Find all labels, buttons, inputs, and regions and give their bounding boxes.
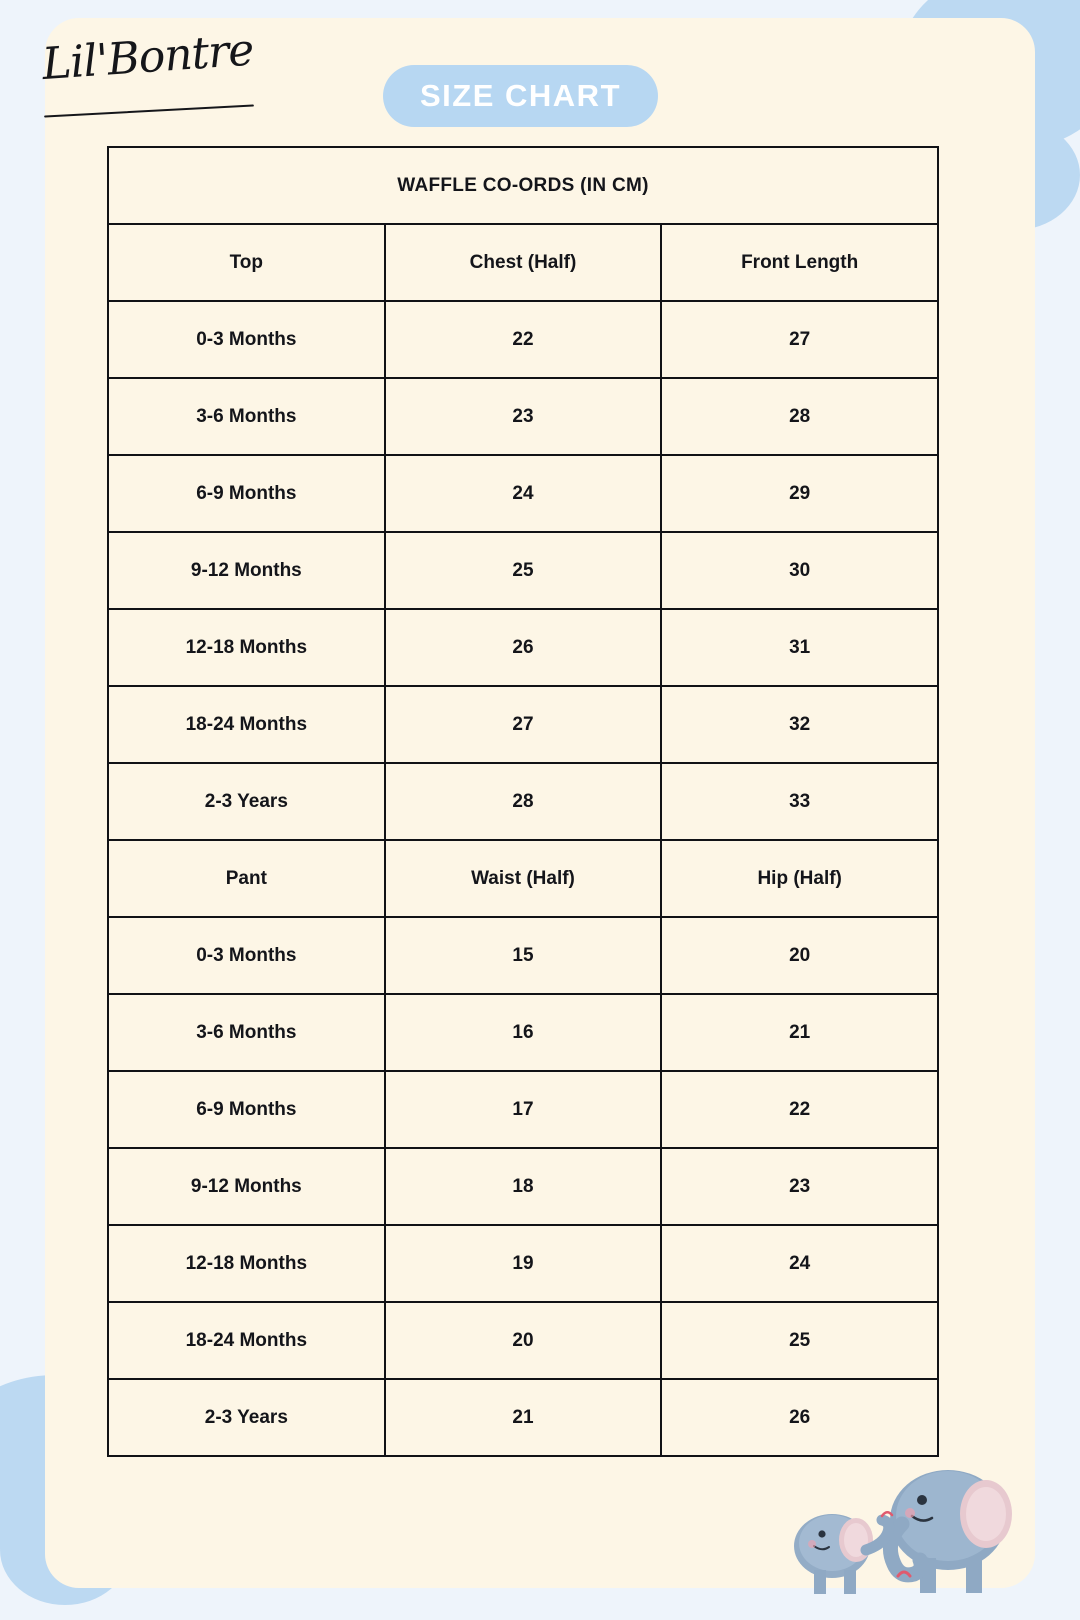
size-table [107, 146, 939, 1457]
cell-waist: 17 [385, 1071, 662, 1148]
header-top: Top [108, 224, 385, 301]
cell-waist: 18 [385, 1148, 662, 1225]
size-chart-badge [383, 65, 658, 127]
table-row [108, 1302, 938, 1379]
table-header-row [108, 224, 938, 301]
cell-chest: 24 [385, 455, 662, 532]
table-row [108, 1148, 938, 1225]
cell-size: 18-24 Months [108, 686, 385, 763]
elephant-icon [770, 1428, 1040, 1598]
table-title: WAFFLE CO-ORDS (IN CM) [108, 147, 938, 224]
cell-hip: 20 [661, 917, 938, 994]
cell-hip: 26 [661, 1379, 938, 1456]
table-row [108, 301, 938, 378]
cell-size: 3-6 Months [108, 994, 385, 1071]
cell-hip: 23 [661, 1148, 938, 1225]
table-row [108, 532, 938, 609]
cell-front-length: 32 [661, 686, 938, 763]
cell-size: 2-3 Years [108, 763, 385, 840]
table-row [108, 763, 938, 840]
header-pant: Pant [108, 840, 385, 917]
size-table-container [107, 146, 939, 1457]
cell-size: 18-24 Months [108, 1302, 385, 1379]
table-row [108, 455, 938, 532]
cell-size: 6-9 Months [108, 1071, 385, 1148]
cell-waist: 16 [385, 994, 662, 1071]
cell-front-length: 27 [661, 301, 938, 378]
table-title-row [108, 147, 938, 224]
cell-waist: 15 [385, 917, 662, 994]
cell-chest: 25 [385, 532, 662, 609]
header-hip: Hip (Half) [661, 840, 938, 917]
cell-front-length: 31 [661, 609, 938, 686]
table-row [108, 994, 938, 1071]
cell-size: 2-3 Years [108, 1379, 385, 1456]
cell-size: 12-18 Months [108, 1225, 385, 1302]
table-row [108, 1225, 938, 1302]
cell-waist: 21 [385, 1379, 662, 1456]
cell-hip: 25 [661, 1302, 938, 1379]
cell-chest: 28 [385, 763, 662, 840]
cell-front-length: 33 [661, 763, 938, 840]
cell-chest: 27 [385, 686, 662, 763]
cell-size: 0-3 Months [108, 917, 385, 994]
cell-waist: 20 [385, 1302, 662, 1379]
cell-front-length: 30 [661, 532, 938, 609]
table-row [108, 1071, 938, 1148]
header-waist: Waist (Half) [385, 840, 662, 917]
cell-size: 12-18 Months [108, 609, 385, 686]
table-header-row [108, 840, 938, 917]
cell-hip: 22 [661, 1071, 938, 1148]
cell-front-length: 29 [661, 455, 938, 532]
header-chest: Chest (Half) [385, 224, 662, 301]
cell-hip: 21 [661, 994, 938, 1071]
brand-name: Lil'Bontre [40, 24, 255, 91]
cell-size: 0-3 Months [108, 301, 385, 378]
cell-size: 3-6 Months [108, 378, 385, 455]
cell-chest: 23 [385, 378, 662, 455]
table-row [108, 686, 938, 763]
cell-chest: 26 [385, 609, 662, 686]
brand-underline-flourish [44, 105, 254, 118]
cell-size: 9-12 Months [108, 1148, 385, 1225]
cell-hip: 24 [661, 1225, 938, 1302]
table-row [108, 609, 938, 686]
table-row [108, 378, 938, 455]
cell-size: 9-12 Months [108, 532, 385, 609]
cell-size: 6-9 Months [108, 455, 385, 532]
header-front-length: Front Length [661, 224, 938, 301]
table-row [108, 917, 938, 994]
cell-front-length: 28 [661, 378, 938, 455]
brand-logo [36, 24, 296, 126]
cell-chest: 22 [385, 301, 662, 378]
cell-waist: 19 [385, 1225, 662, 1302]
size-chart-badge-label: SIZE CHART [420, 78, 621, 113]
